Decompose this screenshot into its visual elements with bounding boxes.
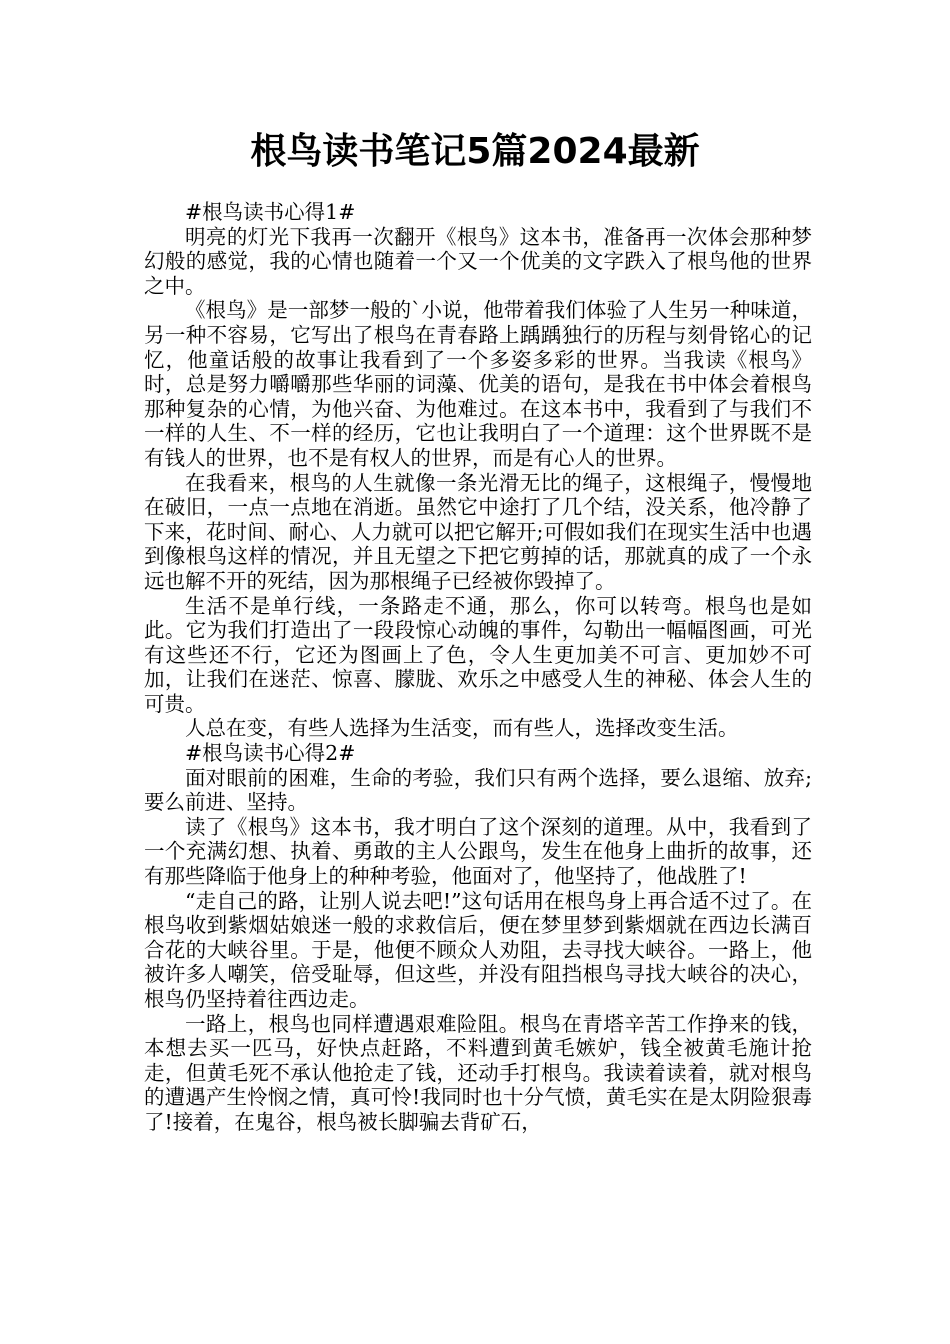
paragraph: 《根鸟》是一部梦一般的`小说，他带着我们体验了人生另一种味道，另一种不容易，它写出了根鸟在青春路上踽踽独行的历程与刻骨铭心的记忆，他童话般的故事让我看到了一个多姿多彩的世界。当我读《根鸟》时，总是努力嚼嚼那些华丽的词藻、优美的语句，是我在书中体会着根鸟那种复杂的心情，为他兴奋、为他难过。在这本书中，我看到了与我们不一样的人生、不一样的经历，它也让我明白了一个道理：这个世界既不是有钱人的世界，也不是有权人的世界，而是有心人的世界。 bbox=[144, 298, 812, 470]
document-body bbox=[144, 200, 812, 1135]
paragraph: 读了《根鸟》这本书，我才明白了这个深刻的道理。从中，我看到了一个充满幻想、执着、勇敢的主人公跟鸟，发生在他身上曲折的故事，还有那些降临于他身上的种种考验，他面对了，他坚持了，他战胜了! bbox=[144, 814, 812, 889]
paragraph: 在我看来，根鸟的人生就像一条光滑无比的绳子，这根绳子，慢慢地在破旧，一点一点地在消逝。虽然它中途打了几个结，没关系，他冷静了下来，花时间、耐心、人力就可以把它解开;可假如我们在现实生活中也遇到像根鸟这样的情况，并且无望之下把它剪掉的话，那就真的成了一个永远也解不开的死结，因为那根绳子已经被你毁掉了。 bbox=[144, 470, 812, 593]
section-heading-2: #根鸟读书心得2# bbox=[185, 741, 356, 766]
paragraph: 明亮的灯光下我再一次翻开《根鸟》这本书，准备再一次体会那种梦幻般的感觉，我的心情也随着一个又一个优美的文字跌入了根鸟他的世界之中。 bbox=[144, 224, 812, 298]
paragraph: 生活不是单行线，一条路走不通，那么，你可以转弯。根鸟也是如此。它为我们打造出了一段段惊心动魄的事件，勾勒出一幅幅图画，可光有这些还不行，它还为图画上了色，令人生更加美不可言、更加妙不可加，让我们在迷茫、惊喜、朦胧、欢乐之中感受人生的神秘、体会人生的可贵。 bbox=[144, 593, 812, 716]
paragraph: “走自己的路，让别人说去吧!”这句话用在根鸟身上再合适不过了。在根鸟收到紫烟姑娘迷一般的求救信后，便在梦里梦到紫烟就在西边长满百合花的大峡谷里。于是，他便不顾众人劝阻，去寻找大峡谷。一路上，他被许多人嘲笑，倍受耻辱，但这些，并没有阻挡根鸟寻找大峡谷的决心，根鸟仍坚持着往西边走。 bbox=[144, 888, 812, 1011]
paragraph: 面对眼前的困难，生命的考验，我们只有两个选择，要么退缩、放弃;要么前进、坚持。 bbox=[144, 765, 812, 815]
document-title: 根鸟读书笔记5篇2024最新 bbox=[250, 131, 700, 172]
paragraph: 一路上，根鸟也同样遭遇艰难险阻。根鸟在青塔辛苦工作挣来的钱，本想去买一匹马，好快点赶路，不料遭到黄毛嫉妒，钱全被黄毛施计抢走，但黄毛死不承认他抢走了钱，还动手打根鸟。我读着读着，就对根鸟的遭遇产生怜悯之情，真可怜!我同时也十分气愤，黄毛实在是太阴险狠毒了!接着，在鬼谷，根鸟被长脚骗去背矿石， bbox=[144, 1011, 812, 1134]
section-heading-1: #根鸟读书心得1# bbox=[185, 200, 356, 224]
paragraph: 人总在变，有些人选择为生活变，而有些人，选择改变生活。 bbox=[185, 716, 739, 741]
